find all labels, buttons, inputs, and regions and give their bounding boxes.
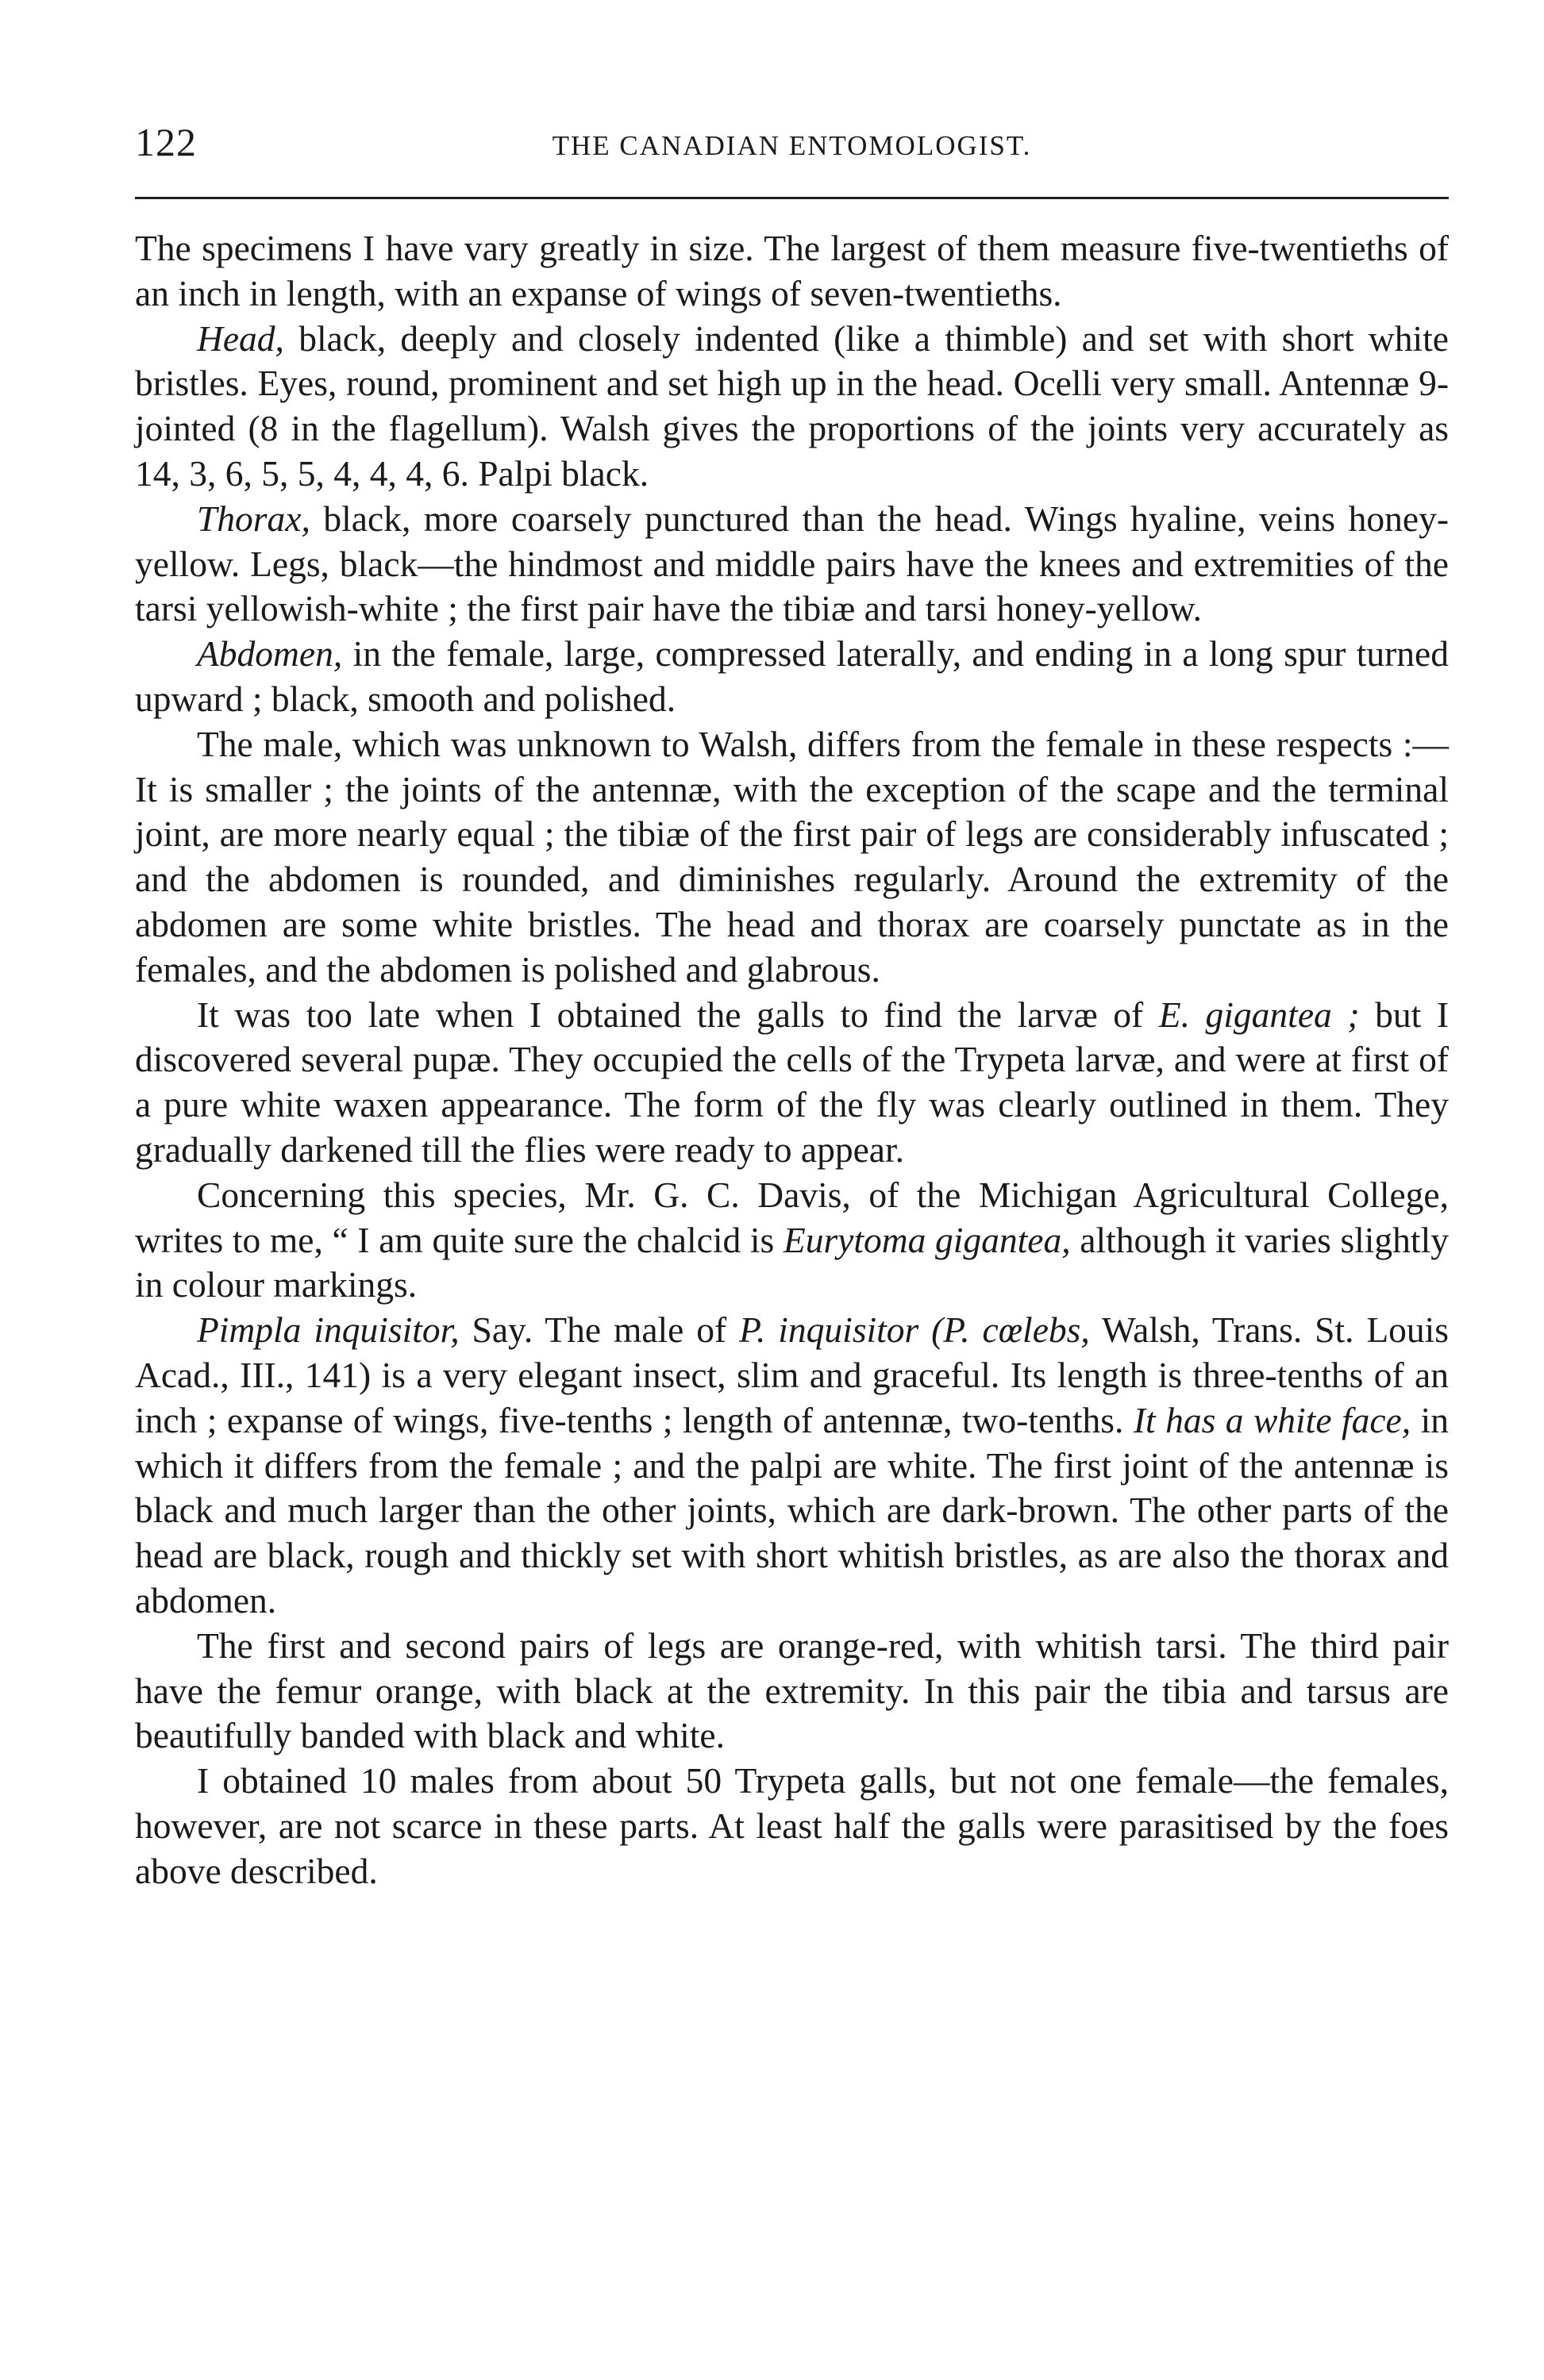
paragraph-text: but I discovered several pupæ. They occupied the cells of the Trypeta larvæ, and were at first of a pure white waxen appearance. The form of the fly was clearly outlined in them. They gradually darkened till the flies were ready to appear. [135,994,1449,1170]
header-rule [135,197,1449,199]
paragraph-text: Concerning this species, Mr. G. C. Davis, of the Michigan Agricultural College, writes to me, “ I am quite sure the chalcid is [135,1174,1449,1260]
paragraph-pupae [135,993,1449,1173]
paragraph-obtained [135,1759,1449,1894]
article-body [135,226,1449,1894]
paragraph-text: in the female, large, compressed laterally, and ending in a long spur turned upward ; black, smooth and polished. [135,633,1449,719]
paragraph-legs [135,1624,1449,1759]
paragraph-davis [135,1173,1449,1308]
paragraph-text: Walsh, Trans. St. Louis Acad., III., 141) is a very elegant insect, slim and graceful. Its length is three-tenths of an inch ; expanse of wings, five-tenths ; length of antennæ, two-tenths. [135,1309,1449,1440]
journal-title: THE CANADIAN ENTOMOLOGIST. [552,130,1032,161]
term-head: Head, [197,317,284,359]
paragraph-thorax [135,497,1449,632]
running-head [135,103,1449,167]
paragraph-text: Say. The male of [459,1309,740,1351]
page-number: 122 [135,120,197,164]
paragraph-specimens [135,226,1449,317]
paragraph-pimpla [135,1308,1449,1624]
species-name: Pimpla inquisitor, [197,1309,460,1351]
paragraph-text: The male, which was unknown to Walsh, differs from the female in these respects :—It is smaller ; the joints of the antennæ, with the exception of the scape and the terminal joint, are more nearly equal ; the tibiæ of the first pair of legs are considerably infuscated ; and the abdomen is rounded, and diminishes regularly. Around the extremity of the abdomen are some white bristles. The head and thorax are coarsely punctate as in the females, and the abdomen is polished and glabrous. [135,723,1449,990]
term-thorax: Thorax, [197,498,310,539]
paragraph-text: black, deeply and closely indented (like a thimble) and set with short white bristles. Eyes, round, prominent and set high up in the head. Ocelli very small. Antennæ 9-jointed (8 in the flagellum). Walsh gives the proportions of the joints very accurately as 14, 3, 6, 5, 5, 4, 4, 4, 6. Palpi black. [135,317,1449,494]
species-name: E. gigantea ; [1158,994,1360,1035]
term-abdomen: Abdomen, [197,633,343,675]
paragraph-text: black, more coarsely punctured than the head. Wings hyaline, veins honey-yellow. Legs, black—the hindmost and middle pairs have the knees and extremities of the tarsi yellowish-white ; the first pair have the tibiæ and tarsi honey-yellow. [135,498,1449,629]
paragraph-text: I obtained 10 males from about 50 Trypeta galls, but not one female—the females, however, are not scarce in these parts. At least half the galls were parasitised by the foes above described. [135,1760,1449,1891]
paragraph-text: in which it differs from the female ; and the palpi are white. The first joint of the antennæ is black and much larger than the other joints, which are dark-brown. The other parts of the head are black, rough and thickly set with short whitish bristles, as are also the thorax and abdomen. [135,1399,1449,1621]
paragraph-male [135,722,1449,993]
paragraph-text: The specimens I have vary greatly in size. The largest of them measure five-twentieths of an inch in length, with an expanse of wings of seven-twentieths. [135,228,1449,313]
paragraph-abdomen [135,632,1449,722]
paragraph-text: The first and second pairs of legs are orange-red, with whitish tarsi. The third pair have the femur orange, with black at the extremity. In this pair the tibia and tarsus are beautifully banded with black and white. [135,1624,1449,1756]
paragraph-head [135,317,1449,497]
document-page [135,103,1449,2325]
species-name: Eurytoma gigantea, [783,1219,1071,1260]
paragraph-text: It was too late when I obtained the galls to find the larvæ of [197,994,1159,1035]
species-name: P. inquisitor (P. cœlebs, [739,1309,1090,1351]
emphasis-text: It has a white face, [1133,1399,1411,1440]
paragraph-text: although it varies slightly in colour markings. [135,1219,1449,1305]
